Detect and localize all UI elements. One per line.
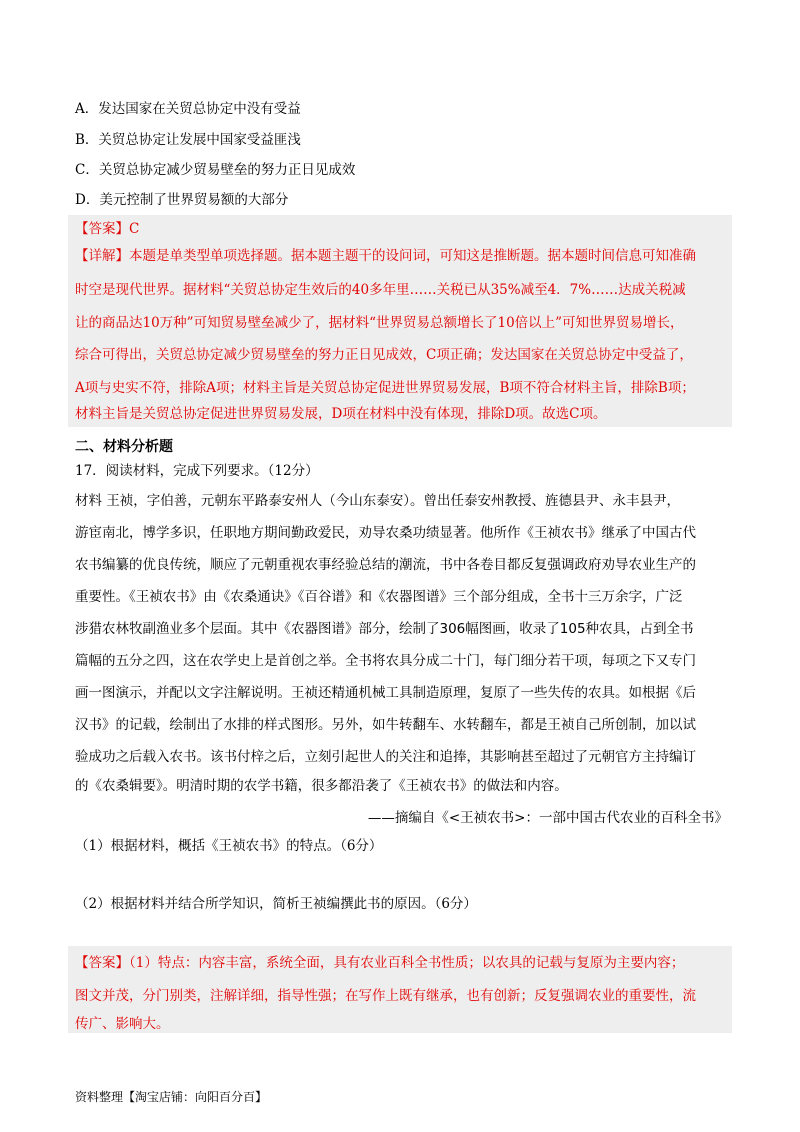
option-b: B．关贸总协定让发展中国家受益匪浅 <box>75 132 301 148</box>
material-line: 材料 王祯，字伯善，元朝东平路泰安州人（今山东泰安）。曾出任泰安州教授、旌德县尹、永丰县尹， <box>75 493 681 509</box>
subquestion-2: （2）根据材料并结合所学知识，简析王祯编撰此书的原因。（6分） <box>75 896 477 912</box>
option-a: A．发达国家在关贸总协定中没有受益 <box>75 101 301 117</box>
material-source: ——摘编自《<王祯农书>：一部中国古代农业的百科全书》 <box>367 810 728 826</box>
material-line: 篇幅的五分之四，这在农学史上是首创之举。全书将农具分成二十门，每门细分若干项，每项之下又专门 <box>75 653 696 669</box>
material-line: 农书编纂的优良传统，顺应了元朝重视农事经验总结的潮流，书中各卷目都反复强调政府劝导农业生产的 <box>75 557 696 573</box>
answer-tag-17: 【答案】 <box>75 955 129 971</box>
option-c: C．关贸总协定减少贸易壁垒的努力正日见成效 <box>75 162 356 178</box>
subquestion-1: （1）根据材料，概括《王祯农书》的特点。（6分） <box>75 838 383 854</box>
detail-line: 综合可得出，关贸总协定减少贸易壁垒的努力正日见成效，C项正确；发达国家在关贸总协定中受益了， <box>75 347 693 363</box>
detail-line: 【详解】本题是单类型单项选择题。据本题主题干的设问词，可知这是推断题。据本题时间信息可知准确 <box>75 248 696 264</box>
question-17-prompt: 17．阅读材料，完成下列要求。（12分） <box>75 463 319 479</box>
section-heading: 二、材料分析题 <box>75 439 173 455</box>
answer-text: （1）特点：内容丰富，系统全面，具有农业百科全书性质；以农具的记载与复原为主要内容； <box>129 955 685 971</box>
detail-line: A项与史实不符，排除A项；材料主旨是关贸总协定促进世界贸易发展，B项不符合材料主旨，排除B项； <box>75 380 695 396</box>
answer-line-17: 传广、影响大。 <box>75 1016 170 1032</box>
option-d: D．美元控制了世界贸易额的大部分 <box>75 192 289 208</box>
answer-line-17: 图文并茂，分门别类，注解详细，指导性强；在写作上既有继承，也有创新；反复强调农业的重要性，流 <box>75 988 696 1004</box>
material-line: 的《农桑辑要》。明清时期的农学书籍，很多都沿袭了《王祯农书》的做法和内容。 <box>75 778 568 794</box>
answer-line-17 <box>75 953 684 973</box>
material-line: 验成功之后载入农书。该书付梓之后，立刻引起世人的关注和追捧，其影响甚至超过了元朝官方主持编订 <box>75 749 696 765</box>
material-line: 游宦南北，博学多识，任职地方期间勤政爱民，劝导农桑功绩显著。他所作《王祯农书》继承了中国古代 <box>75 525 696 541</box>
material-line: 画一图演示，并配以文字注解说明。王祯还精通机械工具制造原理，复原了一些失传的农具。如根据《后 <box>75 685 696 701</box>
page-footer: 资料整理【淘宝店铺：向阳百分百】 <box>75 1090 268 1104</box>
answer-label-16: 【答案】C <box>75 221 140 237</box>
detail-line: 时空是现代世界。据材料“关贸总协定生效后的40多年里……关税已从35%减至4．7%……达成关税减 <box>75 282 686 298</box>
material-line: 涉猎农林牧副渔业多个层面。其中《农器图谱》部分，绘制了306幅图画，收录了105种农具，占到全书 <box>75 621 694 637</box>
detail-line: 材料主旨是关贸总协定促进世界贸易发展，D项在材料中没有体现，排除D项。故选C项。 <box>75 406 607 422</box>
material-line: 重要性。《王祯农书》由《农桑通诀》《百谷谱》和《农器图谱》三个部分组成，全书十三万余字，广泛 <box>75 589 683 605</box>
material-line: 汉书》的记载，绘制出了水排的样式图形。另外，如牛转翻车、水转翻车，都是王祯自己所创制，加以试 <box>75 717 696 733</box>
detail-line: 让的商品达10万种”可知贸易壁垒减少了，据材料“世界贸易总额增长了10倍以上”可知世界贸易增长， <box>75 315 684 331</box>
